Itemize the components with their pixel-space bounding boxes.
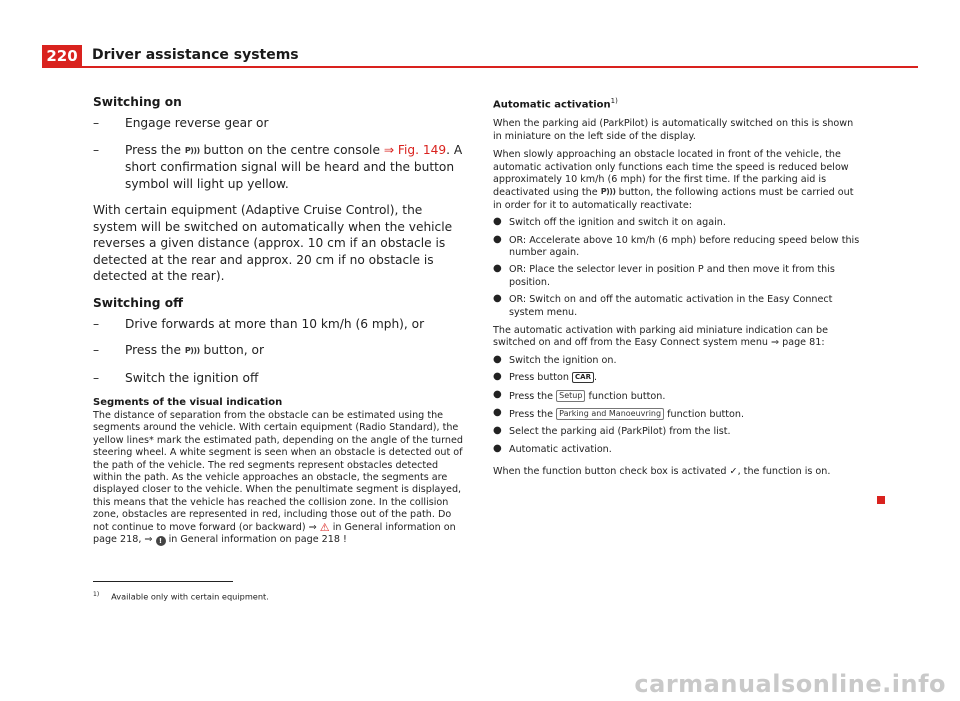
auto-para-1: When the parking aid (ParkPilot) is automatically switched on this is shown in miniature on the left side of the display. xyxy=(493,118,854,142)
parking-manoeuvring-button[interactable]: Parking and Manoeuvring xyxy=(556,408,664,420)
header-divider xyxy=(42,66,918,68)
parking-aid-icon: P))) xyxy=(184,145,200,155)
left-column xyxy=(93,94,465,546)
dash-marker: – xyxy=(93,370,100,385)
bullet-item: ● Switch off the ignition and switch it on again. xyxy=(493,216,726,229)
segments-heading: Segments of the visual indication xyxy=(93,397,283,408)
bullet-item: ● OR: Place the selector lever in position P and then move it from this position. xyxy=(493,263,835,288)
check-icon: ✓ xyxy=(729,466,738,478)
bullet-item: ● Press the Parking and Manoeuvring function button. xyxy=(493,407,745,421)
footnote-marker: 1) xyxy=(610,97,618,105)
bullet-dot: ● xyxy=(493,233,502,245)
note-circle-icon[interactable]: ! xyxy=(156,536,166,546)
auto-para-2: When slowly approaching an obstacle located in front of the vehicle, the automatic activation only functions each time the speed is reduced below approximately 10 km/h (6 mph) for the first time. If the parking aid is deactivated using the P))) button, the following actions must be carried out in order for it to automatically reactivate: xyxy=(493,149,854,211)
footnote: $^{1)}$ Available only with certain equipment. xyxy=(93,591,269,602)
switching-on-heading: Switching on xyxy=(93,95,182,109)
switch-off-step-1: – Drive forwards at more than 10 km/h (6 mph), or xyxy=(93,316,425,331)
warning-triangle-icon[interactable]: ⚠ xyxy=(319,520,330,534)
bullet-dot: ● xyxy=(493,293,502,305)
watermark: carmanualsonline.info xyxy=(634,670,946,698)
bullet-item: ● Press the Setup function button. xyxy=(493,388,666,402)
switch-on-step-2: – Press the P))) button on the centre console ⇒ Fig. 149. A short confirmation signal will be heard and the button symbol will light up yellow. xyxy=(93,142,463,191)
automatic-activation-heading: Automatic activation$^{1)}$ xyxy=(493,97,618,111)
auto-para-3: The automatic activation with parking aid miniature indication can be switched on and off from the Easy Connect system menu ⇒ page 81: xyxy=(493,325,828,349)
dash-marker: – xyxy=(93,116,100,130)
bullet-item: ● OR: Accelerate above 10 km/h (6 mph) before reducing speed below this number again. xyxy=(493,233,860,258)
switch-on-step-1: – Engage reverse gear or xyxy=(93,116,269,130)
dash-marker: – xyxy=(93,343,100,357)
bullet-dot: ● xyxy=(493,388,502,400)
right-column xyxy=(493,94,861,479)
dash-marker: – xyxy=(93,316,100,331)
bullet-item: ● Press button CAR . xyxy=(493,371,598,384)
bullet-dot: ● xyxy=(493,425,502,437)
bullet-dot: ● xyxy=(493,263,502,275)
auto-para-4: When the function button check box is activated ✓, the function is on. xyxy=(493,466,831,478)
bullet-dot: ● xyxy=(493,216,502,228)
switching-off-heading: Switching off xyxy=(93,295,184,310)
page-number: 220 xyxy=(42,45,82,67)
section-end-marker xyxy=(877,496,885,504)
car-button[interactable]: CAR xyxy=(572,372,594,383)
bullet-dot: ● xyxy=(493,371,502,383)
bullet-item: ● Select the parking aid (ParkPilot) from the list. xyxy=(493,425,731,438)
dash-marker: – xyxy=(93,142,100,157)
parking-aid-icon: P))) xyxy=(184,346,200,355)
bullet-dot: ● xyxy=(493,407,502,419)
bullet-item: ● Switch the ignition on. xyxy=(493,353,617,366)
acc-paragraph: With certain equipment (Adaptive Cruise Control), the system will be switched on automatically when the vehicle reverses a given distance (approx. 10 cm if an obstacle is detected at the rear and approx. 20 cm if no obstacle is detected at the rear). xyxy=(93,203,453,283)
setup-button[interactable]: Setup xyxy=(556,390,585,402)
bullet-dot: ● xyxy=(493,442,502,454)
bullet-dot: ● xyxy=(493,353,502,365)
switch-off-step-3: – Switch the ignition off xyxy=(93,370,259,385)
bullet-item: ● OR: Switch on and off the automatic activation in the Easy Connect system menu. xyxy=(493,293,833,318)
parking-aid-icon: P))) xyxy=(600,187,616,197)
switch-off-step-2: – Press the P))) button, or xyxy=(93,342,465,360)
footnote-divider xyxy=(93,581,233,582)
bullet-item: ● Automatic activation. xyxy=(493,442,612,455)
segments-paragraph: The distance of separation from the obstacle can be estimated using the segments around the vehicle. With certain equipment (Radio Standard), the yellow lines* mark the estimated path, depending on the angle of the turned steering wheel. A white segment is seen when an obstacle is detected out of the path of the vehicle. The red segments represent obstacles detected within the path. As the vehicle approaches an obstacle, the segments are displayed closer to the vehicle. When the penultimate segment is displayed, this means that the vehicle has reached the collision zone. In the collision zone, obstacles are represented in red, including those out of the path. Do not continue to move forward (or backward) ⇒ ⚠ in General information on page 218, ⇒ ! in General information on page 218 ! xyxy=(93,410,463,546)
footnote-number: 1) xyxy=(93,591,100,598)
figure-link[interactable]: ⇒ Fig. 149 xyxy=(383,142,447,157)
chapter-title: Driver assistance systems xyxy=(92,47,299,63)
